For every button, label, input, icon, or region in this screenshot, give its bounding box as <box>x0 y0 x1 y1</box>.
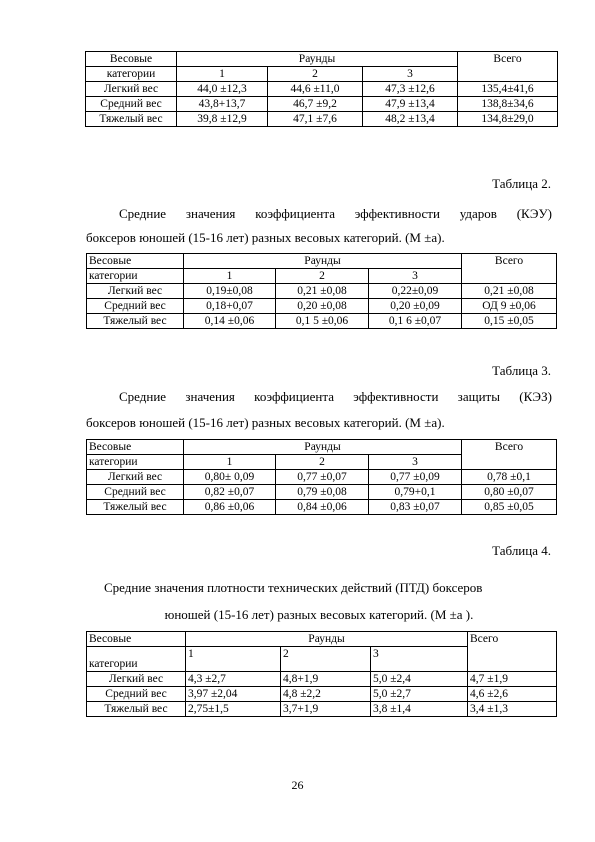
table-2 <box>86 253 557 329</box>
table-cell: 44,6 ±11,0 <box>268 82 363 97</box>
table-row <box>86 82 558 97</box>
header-category-line1: Весовые <box>87 440 184 455</box>
table-cell: 0,22±0,09 <box>369 284 462 299</box>
table-cell: 0,21 ±0,08 <box>276 284 369 299</box>
table-cell: 0,20 ±0,08 <box>276 299 369 314</box>
table-4-label: Таблица 4. <box>492 543 551 558</box>
table-3-label: Таблица 3. <box>492 363 551 378</box>
table-cell: 0,77 ±0,09 <box>369 470 462 485</box>
table-3-caption-line1: Средние значения коэффициента эффективности защиты (КЭЗ) <box>119 389 552 404</box>
table-cell: 0,20 ±0,09 <box>369 299 462 314</box>
table-cell: 4,6 ±2,6 <box>468 687 557 702</box>
header-category-line2: категории <box>87 455 184 470</box>
row-label: Средний вес <box>86 97 177 112</box>
header-total: Всего <box>462 254 557 284</box>
header-round-2: 2 <box>281 647 371 672</box>
table-cell: 0,84 ±0,06 <box>276 500 369 515</box>
table-cell: 0,83 ±0,07 <box>369 500 462 515</box>
header-round-3: 3 <box>371 647 468 672</box>
header-round-1: 1 <box>184 455 276 470</box>
table-4-caption-line2: юношей (15-16 лет) разных весовых категорий. (М ±а ). <box>164 607 474 622</box>
row-label: Легкий вес <box>87 672 186 687</box>
table-cell: 135,4±41,6 <box>458 82 558 97</box>
header-rounds: Раунды <box>186 632 468 647</box>
table-cell: 4,8 ±2,2 <box>281 687 371 702</box>
row-label: Тяжелый вес <box>87 702 186 717</box>
table-cell: 0,21 ±0,08 <box>462 284 557 299</box>
table-cell: 0,78 ±0,1 <box>462 470 557 485</box>
table-cell: 3,97 ±2,04 <box>186 687 281 702</box>
header-round-3: 3 <box>363 67 458 82</box>
table-cell: 138,8±34,6 <box>458 97 558 112</box>
table-cell: 0,82 ±0,07 <box>184 485 276 500</box>
table-cell: 0,77 ±0,07 <box>276 470 369 485</box>
table-cell: 0,1 5 ±0,06 <box>276 314 369 329</box>
table-cell: 47,1 ±7,6 <box>268 112 363 127</box>
table-cell: 0,15 ±0,05 <box>462 314 557 329</box>
table-row <box>87 687 557 702</box>
header-round-2: 2 <box>276 269 369 284</box>
table-cell: 4,8+1,9 <box>281 672 371 687</box>
table-row <box>86 112 558 127</box>
table-3 <box>86 439 557 515</box>
row-label: Тяжелый вес <box>87 500 184 515</box>
table-cell: 0,85 ±0,05 <box>462 500 557 515</box>
header-total: Всего <box>458 52 558 82</box>
table-row <box>87 672 557 687</box>
row-label: Тяжелый вес <box>86 112 177 127</box>
row-label: Легкий вес <box>86 82 177 97</box>
table-row <box>87 299 557 314</box>
table-row <box>87 702 557 717</box>
table-row <box>86 97 558 112</box>
table-cell: 0,80± 0,09 <box>184 470 276 485</box>
table-cell: 5,0 ±2,7 <box>371 687 468 702</box>
header-category-line1: Весовые <box>87 632 186 647</box>
header-category-line2: категории <box>87 647 186 672</box>
header-round-1: 1 <box>186 647 281 672</box>
header-rounds: Раунды <box>184 440 462 455</box>
table-cell: 0,86 ±0,06 <box>184 500 276 515</box>
header-category-line1: Весовые <box>87 254 184 269</box>
table-cell: 39,8 ±12,9 <box>177 112 268 127</box>
table-cell: 0,80 ±0,07 <box>462 485 557 500</box>
table-cell: 0,19±0,08 <box>184 284 276 299</box>
table-2-caption-line1: Средние значения коэффициента эффективности ударов (КЭУ) <box>119 206 552 221</box>
table-1 <box>85 51 558 127</box>
row-label: Средний вес <box>87 687 186 702</box>
table-cell: 46,7 ±9,2 <box>268 97 363 112</box>
table-4-caption-line1: Средние значения плотности технических действий (ПТД) боксеров <box>104 580 483 595</box>
header-total: Всего <box>462 440 557 470</box>
header-rounds: Раунды <box>184 254 462 269</box>
header-round-1: 1 <box>177 67 268 82</box>
table-4 <box>86 631 557 717</box>
header-round-2: 2 <box>276 455 369 470</box>
header-round-3: 3 <box>369 455 462 470</box>
table-cell: 0,1 6 ±0,07 <box>369 314 462 329</box>
header-category-line1: Весовые <box>86 52 177 67</box>
table-cell: 48,2 ±13,4 <box>363 112 458 127</box>
header-total: Всего <box>468 632 557 672</box>
table-row <box>87 314 557 329</box>
row-label: Легкий вес <box>87 284 184 299</box>
table-cell: 3,4 ±1,3 <box>468 702 557 717</box>
table-cell: 0,14 ±0,06 <box>184 314 276 329</box>
table-row <box>87 500 557 515</box>
table-cell: 47,9 ±13,4 <box>363 97 458 112</box>
row-label: Средний вес <box>87 299 184 314</box>
table-cell: 3,7+1,9 <box>281 702 371 717</box>
table-cell: 4,7 ±1,9 <box>468 672 557 687</box>
table-cell: 47,3 ±12,6 <box>363 82 458 97</box>
table-2-label: Таблица 2. <box>492 176 551 191</box>
table-cell: 4,3 ±2,7 <box>186 672 281 687</box>
row-label: Средний вес <box>87 485 184 500</box>
table-row <box>87 485 557 500</box>
page-number: 26 <box>291 778 304 792</box>
table-cell: 134,8±29,0 <box>458 112 558 127</box>
table-cell: ОД 9 ±0,06 <box>462 299 557 314</box>
table-3-caption-line2: боксеров юношей (15-16 лет) разных весовых категорий. (М ±а). <box>86 415 445 430</box>
table-2-caption-line2: боксеров юношей (15-16 лет) разных весовых категорий. (М ±а). <box>86 230 445 245</box>
table-cell: 0,18+0,07 <box>184 299 276 314</box>
table-cell: 5,0 ±2,4 <box>371 672 468 687</box>
table-row <box>87 470 557 485</box>
header-round-3: 3 <box>369 269 462 284</box>
header-category-line2: категории <box>87 269 184 284</box>
row-label: Легкий вес <box>87 470 184 485</box>
header-round-2: 2 <box>268 67 363 82</box>
header-rounds: Раунды <box>177 52 458 67</box>
table-row <box>87 284 557 299</box>
table-cell: 43,8+13,7 <box>177 97 268 112</box>
header-category-line2: категории <box>86 67 177 82</box>
table-cell: 2,75±1,5 <box>186 702 281 717</box>
table-cell: 0,79+0,1 <box>369 485 462 500</box>
row-label: Тяжелый вес <box>87 314 184 329</box>
header-round-1: 1 <box>184 269 276 284</box>
table-cell: 44,0 ±12,3 <box>177 82 268 97</box>
table-cell: 3,8 ±1,4 <box>371 702 468 717</box>
table-cell: 0,79 ±0,08 <box>276 485 369 500</box>
